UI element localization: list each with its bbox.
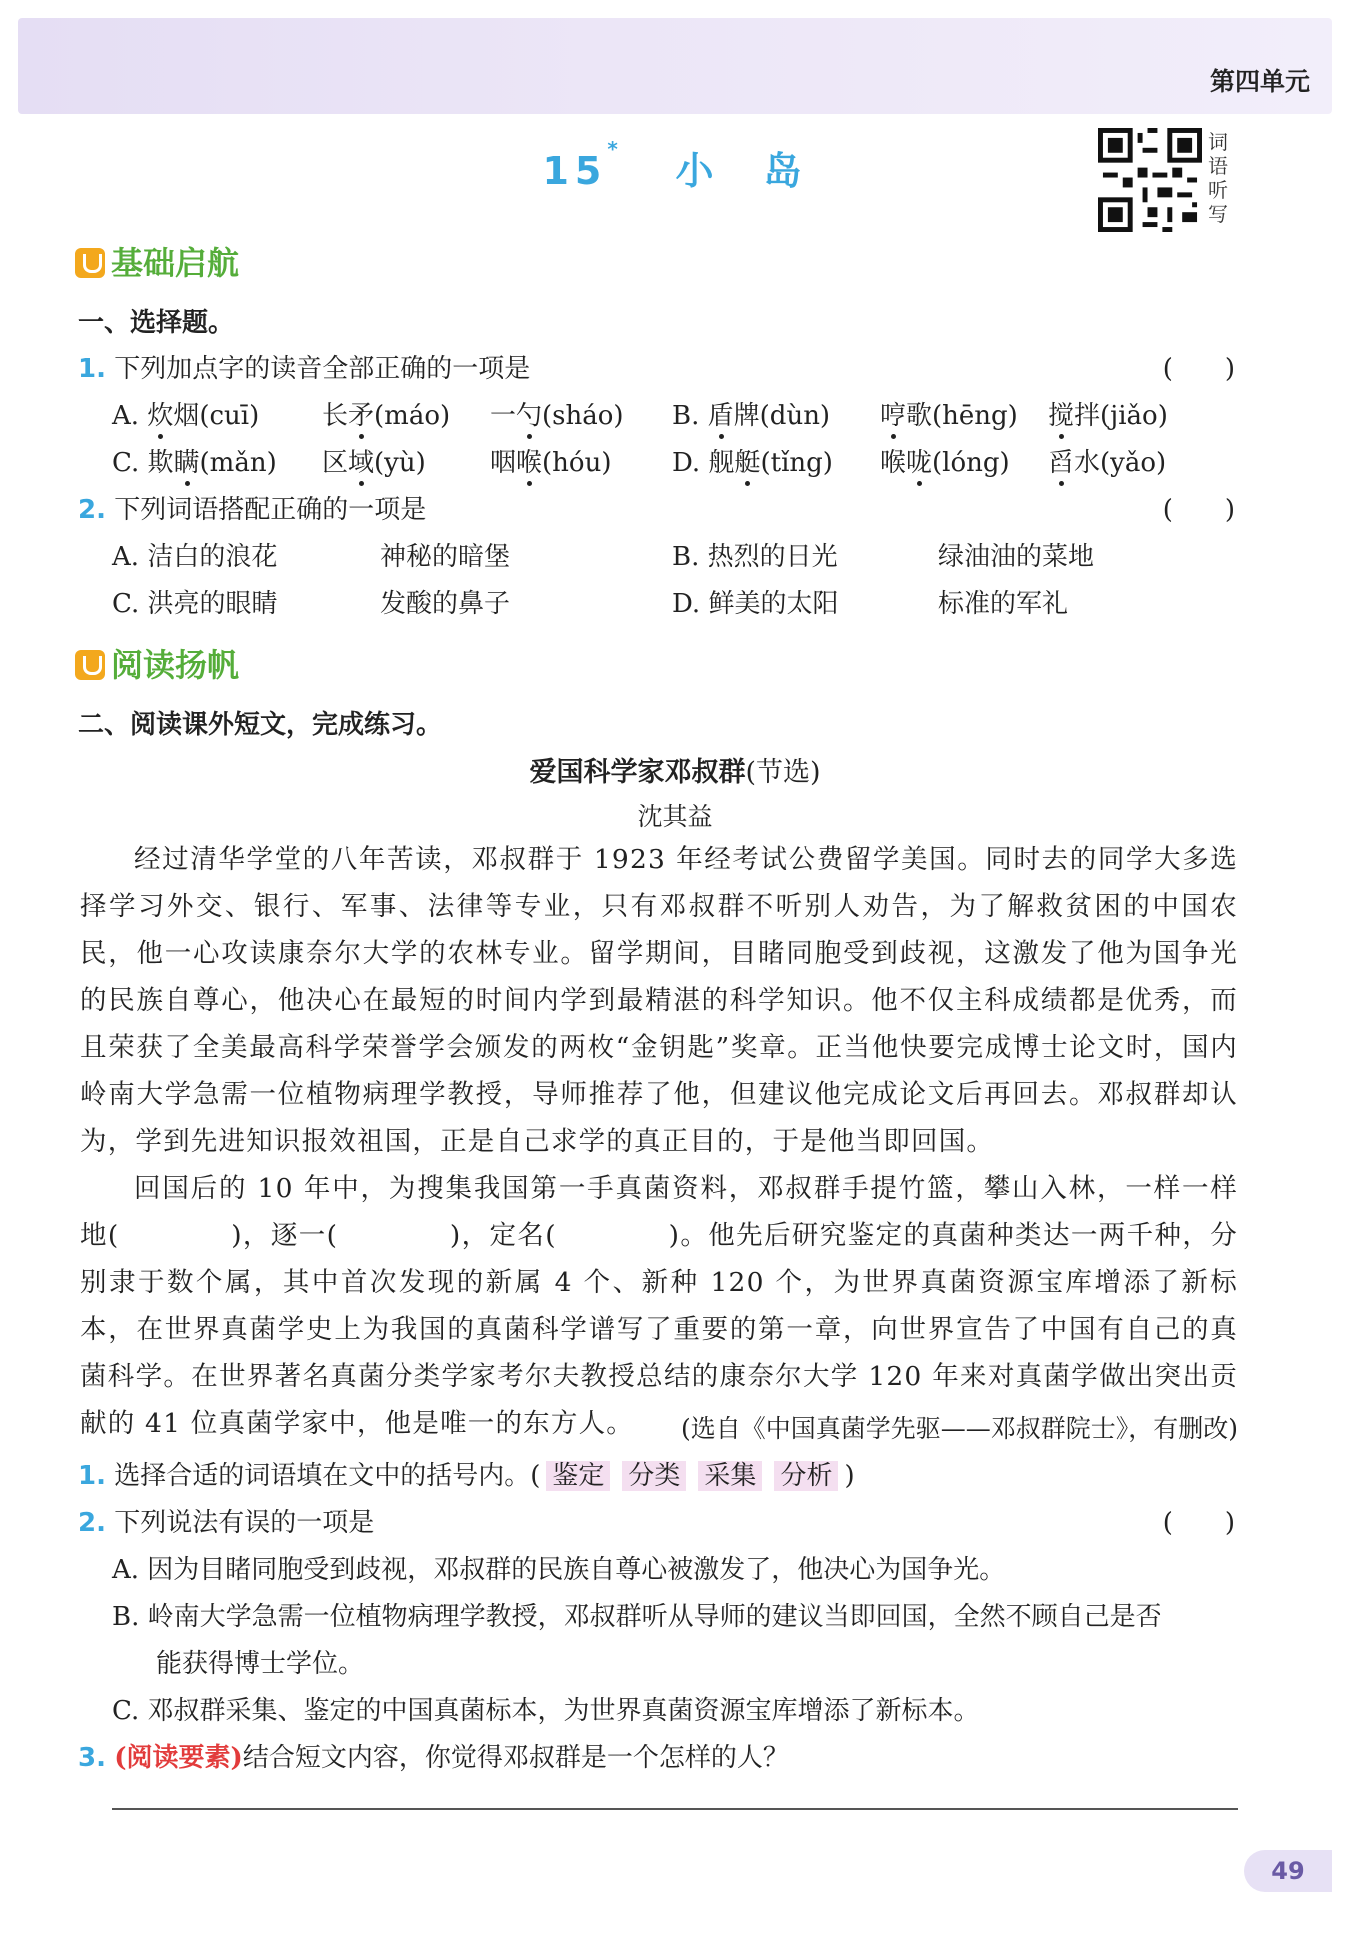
answer-paren[interactable]: ( ) bbox=[1162, 354, 1235, 384]
article-source: (选自《中国真菌学先驱——邓叔群院士》，有删改) bbox=[680, 1414, 1238, 1443]
q2-option-d[interactable]: D. 鲜美的太阳 bbox=[672, 589, 839, 619]
q1-option-b-word3: 搅拌(jiǎo) bbox=[1048, 401, 1168, 431]
q1-option-d-word2: 喉咙(lóng) bbox=[880, 448, 1010, 478]
q1-option-b-word2: 哼歌(hēng) bbox=[880, 401, 1018, 431]
word-option[interactable]: 采集 bbox=[698, 1461, 762, 1491]
article-author: 沈其益 bbox=[637, 802, 713, 831]
q2-option-c[interactable]: C. 洪亮的眼睛 bbox=[112, 589, 278, 619]
p2-q2-option-b[interactable]: B. 岭南大学急需一位植物病理学教授，邓叔群听从导师的建议当即回国，全然不顾自己是否 bbox=[112, 1602, 1162, 1632]
q2-option-b[interactable]: B. 热烈的日光 bbox=[672, 542, 838, 572]
qr-code[interactable] bbox=[1098, 128, 1202, 232]
p2-q2-option-c[interactable]: C. 邓叔群采集、鉴定的中国真菌标本，为世界真菌资源宝库增添了新标本。 bbox=[112, 1696, 980, 1726]
q1-option-d-word3: 舀水(yǎo) bbox=[1048, 448, 1167, 478]
p2-q2-option-a[interactable]: A. 因为目睹同胞受到歧视，邓叔群的民族自尊心被激发了，他决心为国争光。 bbox=[112, 1555, 1006, 1585]
q2-option-b-b: 绿油油的菜地 bbox=[938, 542, 1095, 572]
q2-stem: 2. 下列词语搭配正确的一项是 bbox=[78, 495, 427, 525]
article-paragraph-2: 回国后的 10 年中，为搜集我国第一手真菌资料，邓叔群手提竹篮，攀山入林，一样一样地( )，逐一( )，定名( )。他先后研究鉴定的真菌种类达一两千种，分别隶于数个属，其中首次发现的新属 4 个、新种 120 个，为世界真菌资源宝库增添了新标本，在世界真菌学史上为我国的真菌科学谱写了重要的第一章，向世界宣告了中国有自己的真菌科学。在世界著名真菌分类学家考尔夫教授总结的康奈尔大学 120 年来对真菌学做出突出贡献的 41 位真菌学家中，他是唯一的东方人。 bbox=[80, 1173, 1238, 1439]
unit-label: 第四单元 bbox=[1209, 67, 1310, 96]
header-banner bbox=[18, 18, 1332, 114]
answer-line[interactable] bbox=[112, 1808, 1238, 1810]
p2-q2-stem: 2. 下列说法有误的一项是 bbox=[78, 1508, 375, 1538]
q1-option-a-word3: 一勺(sháo) bbox=[490, 401, 624, 431]
p2-q2-option-b-cont: 能获得博士学位。 bbox=[156, 1649, 365, 1679]
article-paragraph-1: 经过清华学堂的八年苦读，邓叔群于 1923 年经考试公费留学美国。同时去的同学大多选择学习外交、银行、军事、法律等专业，只有邓叔群不听别人劝告，为了解救贫困的中国农民，他一心攻读康奈尔大学的农林专业。留学期间，目睹同胞受到歧视，这激发了他为国争光的民族自尊心，他决心在最短的时间内学到最精湛的科学知识。他不仅主科成绩都是优秀，而且荣获了全美最高科学荣誉学会颁发的两枚“金钥匙”奖章。正当他快要完成博士论文时，国内岭南大学急需一位植物病理学教授，导师推荐了他，但建议他完成论文后再回去。邓叔群却认为，学到先进知识报效祖国，正是自己求学的真正目的，于是他当即回国。 bbox=[80, 844, 1238, 1157]
book-icon bbox=[75, 650, 105, 680]
q2-option-d-b: 标准的军礼 bbox=[938, 589, 1069, 619]
section-heading-reading: 阅读扬帆 bbox=[75, 640, 239, 686]
word-option[interactable]: 分析 bbox=[774, 1461, 838, 1491]
part2-heading: 二、阅读课外短文，完成练习。 bbox=[78, 710, 443, 740]
part1-heading: 一、选择题。 bbox=[78, 308, 235, 338]
page-number: 49 bbox=[1244, 1850, 1332, 1892]
section-heading-basic bbox=[75, 238, 239, 284]
word-option[interactable]: 鉴定 bbox=[546, 1461, 610, 1491]
q1-option-c-word3: 咽喉(hóu) bbox=[490, 448, 612, 478]
q1-option-a[interactable]: A. 炊烟(cuī) bbox=[112, 401, 260, 431]
answer-paren[interactable]: ( ) bbox=[1162, 495, 1235, 525]
word-option[interactable]: 分类 bbox=[622, 1461, 686, 1491]
p2-q1: 1. 选择合适的词语填在文中的括号内。( 鉴定 分类 采集 分析 ) bbox=[78, 1461, 855, 1491]
lesson-name: 小 岛 bbox=[675, 149, 808, 193]
q2-option-a-b: 神秘的暗堡 bbox=[380, 542, 511, 572]
lesson-number: 15 bbox=[542, 149, 608, 193]
q2-option-c-b: 发酸的鼻子 bbox=[380, 589, 511, 619]
q1-option-d[interactable]: D. 舰艇(tǐng) bbox=[672, 448, 833, 478]
q2-option-a[interactable]: A. 洁白的浪花 bbox=[112, 542, 278, 572]
q1-option-c-word2: 区域(yù) bbox=[322, 448, 426, 478]
article-title: 爱国科学家邓叔群(节选) bbox=[529, 757, 821, 788]
q1-option-a-word2: 长矛(máo) bbox=[322, 401, 451, 431]
lightbulb-icon bbox=[75, 248, 105, 278]
section-title: 基础启航 bbox=[111, 244, 240, 282]
p2-q3: 3. (阅读要素)结合短文内容，你觉得邓叔群是一个怎样的人？ bbox=[78, 1743, 789, 1773]
qr-label: 词语听写 bbox=[1208, 130, 1228, 226]
answer-paren[interactable]: ( ) bbox=[1162, 1508, 1235, 1538]
q1-option-c[interactable]: C. 欺瞒(mǎn) bbox=[112, 448, 277, 478]
q1-option-b[interactable]: B. 盾牌(dùn) bbox=[672, 401, 831, 431]
lesson-star: * bbox=[607, 137, 618, 162]
q1-stem: 1. 下列加点字的读音全部正确的一项是 bbox=[78, 354, 531, 384]
